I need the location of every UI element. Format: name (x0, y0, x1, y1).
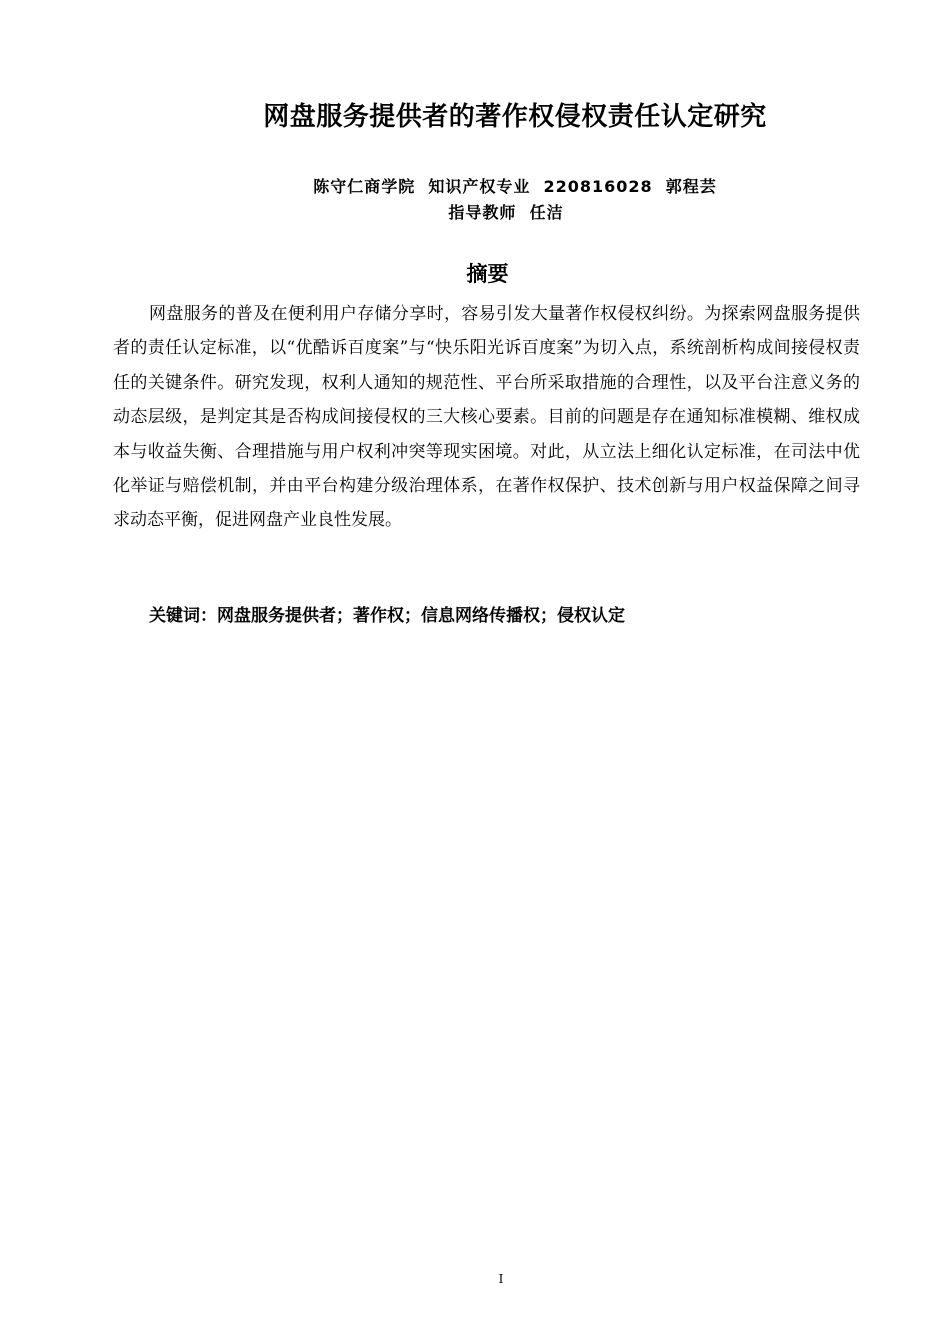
abstract-heading: 摘要 (466, 262, 509, 286)
page-number: I (498, 1272, 504, 1286)
abstract-body: 网盘服务的普及在便利用户存储分享时，容易引发大量著作权侵权纠纷。为探索网盘服务提供者的责任认定标准，以“优酷诉百度案”与“快乐阳光诉百度案”为切入点，系统剖析构成间接侵权责任的关键条件。研究发现，权利人通知的规范性、平台所采取措施的合理性，以及平台注意义务的动态层级，是判定其是否构成间接侵权的三大核心要素。目前的问题是存在通知标准模糊、维权成本与收益失衡、合理措施与用户权利冲突等现实困境。对此，从立法上细化认定标准，在司法中优化举证与赔偿机制，并由平台构建分级治理体系，在著作权保护、技术创新与用户权益保障之间寻求动态平衡，促进网盘产业良性发展。 (113, 304, 860, 531)
paper-title: 网盘服务提供者的著作权侵权责任认定研究 (263, 102, 767, 132)
advisor-line: 指导教师 任洁 (448, 203, 564, 222)
author-line: 陈守仁商学院 知识产权专业 220816028 郭程芸 (313, 177, 717, 196)
keywords-line: 关键词：网盘服务提供者；著作权；信息网络传播权；侵权认定 (149, 606, 625, 626)
